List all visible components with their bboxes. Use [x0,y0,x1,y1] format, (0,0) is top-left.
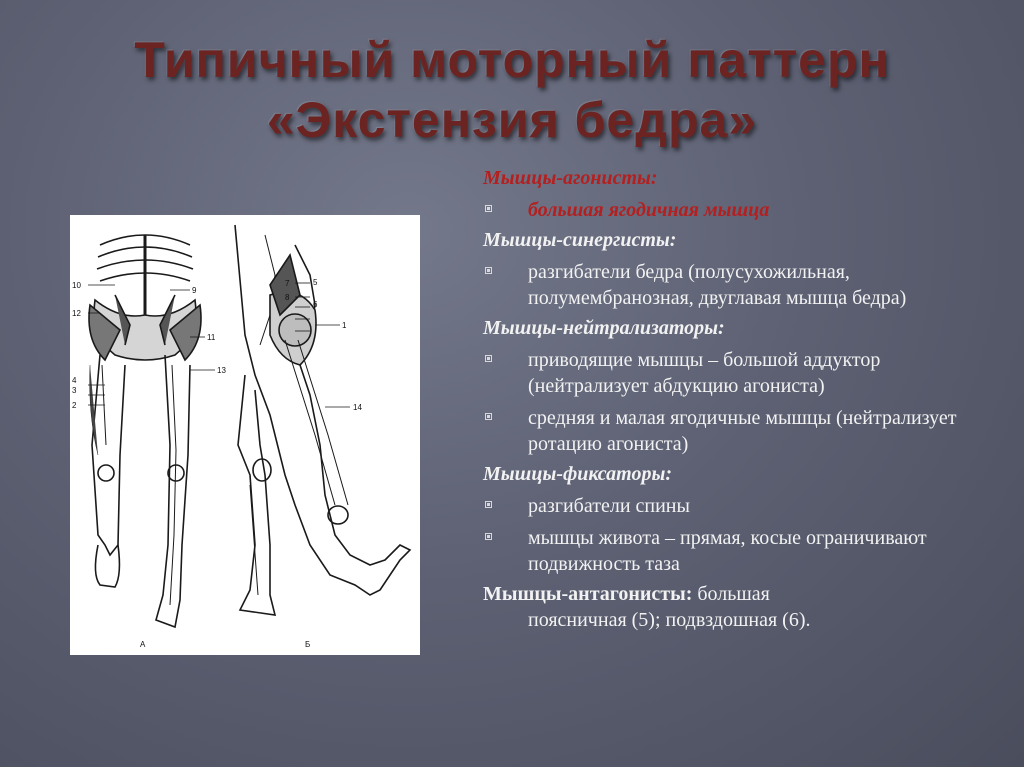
synergists-header: Мышцы-синергисты: [483,229,677,251]
label-13: 13 [217,366,226,375]
fixators-item-2 [483,525,973,577]
label-6: 6 [313,300,318,309]
antagonists-tail: поясничная (5); подвздошная (6). [528,609,811,631]
label-2: 2 [72,401,77,410]
label-8: 8 [285,293,290,302]
label-11: 11 [207,333,216,342]
legs-anatomy-drawing [70,215,420,655]
neutralizers-item-2 [483,405,973,457]
fixators-item-1-text: разгибатели спины [528,495,690,517]
label-1: 1 [342,321,347,330]
label-3: 3 [72,386,77,395]
neutralizers-header: Мышцы-нейтрализаторы: [483,317,725,339]
square-bullet-icon [485,533,492,540]
caption-b: Б [305,640,311,649]
label-10: 10 [72,281,81,290]
square-bullet-icon [485,267,492,274]
label-12: 12 [72,309,81,318]
square-bullet-icon [485,205,492,212]
caption-a: А [140,640,146,649]
antagonists-text: большая [697,583,770,605]
agonists-item [483,197,973,223]
neutralizers-item-1 [483,347,973,399]
slide-title-line2: «Экстензия бедра» [266,92,758,148]
slide-title [40,30,984,150]
label-9: 9 [192,286,197,295]
fixators-item-2-text: мышцы живота – прямая, косые ограничивают подвижность таза [528,527,927,575]
synergists-item [483,259,973,311]
label-5: 5 [313,278,318,287]
square-bullet-icon [485,413,492,420]
label-14: 14 [353,403,362,412]
agonists-header: Мышцы-агонисты: [483,167,658,189]
label-7: 7 [285,279,290,288]
fixators-header: Мышцы-фиксаторы: [483,463,672,485]
muscle-roles-list [483,165,973,633]
slide-title-line1: Типичный моторный паттерн [134,32,890,88]
agonists-item-text: большая ягодичная мышца [528,199,770,221]
antagonists-header: Мышцы-антагонисты: [483,583,693,605]
fixators-item-1 [483,493,973,519]
square-bullet-icon [485,501,492,508]
neutralizers-item-1-text: приводящие мышцы – большой аддуктор (нейтрализует абдукцию агониста) [528,349,881,397]
anatomy-figure [70,215,420,655]
label-4: 4 [72,376,77,385]
square-bullet-icon [485,355,492,362]
antagonists-line [483,581,973,607]
neutralizers-item-2-text: средняя и малая ягодичные мышцы (нейтрализует ротацию агониста) [528,407,957,455]
synergists-item-text: разгибатели бедра (полусухожильная, полумембранозная, двуглавая мышца бедра) [528,261,907,309]
